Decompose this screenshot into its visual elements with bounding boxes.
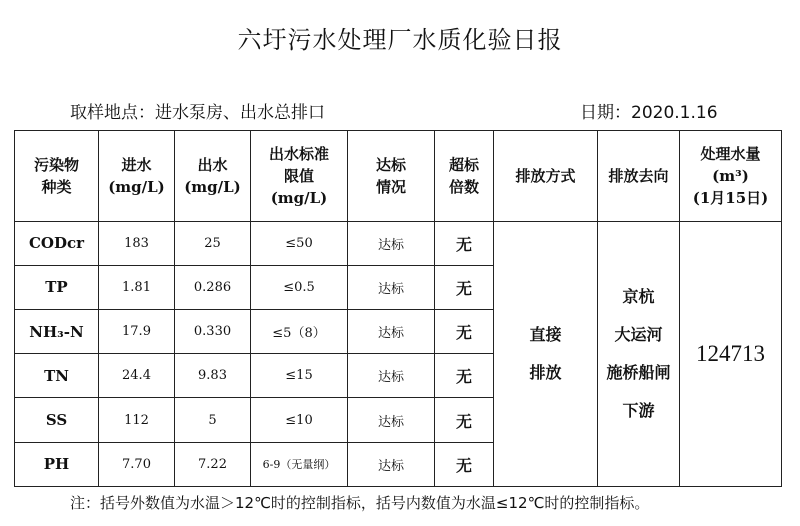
limit-value: ≤50 (251, 221, 348, 265)
header-discharge-method: 排放方式 (494, 131, 598, 222)
header-outflow: 出水 (mg/L) (175, 131, 251, 222)
limit-value: ≤15 (251, 354, 348, 398)
sampling-location: 取样地点：进水泵房、出水总排口 (70, 103, 325, 123)
status-value: 达标 (348, 354, 435, 398)
pollutant-name: CODcr (15, 221, 99, 265)
inflow-value: 1.81 (99, 265, 175, 309)
status-value: 达标 (348, 442, 435, 486)
header-limit: 出水标准 限值 (mg/L) (251, 131, 348, 222)
pollutant-name: SS (15, 398, 99, 442)
outflow-value: 5 (175, 398, 251, 442)
pollutant-name: TP (15, 265, 99, 309)
status-value: 达标 (348, 398, 435, 442)
inflow-value: 7.70 (99, 442, 175, 486)
report-title: 六圩污水处理厂水质化验日报 (237, 26, 563, 54)
inflow-value: 183 (99, 221, 175, 265)
header-status: 达标 情况 (348, 131, 435, 222)
pollutant-name: PH (15, 442, 99, 486)
multiple-value: 无 (435, 265, 494, 309)
header-inflow: 进水 (mg/L) (99, 131, 175, 222)
multiple-value: 无 (435, 221, 494, 265)
outflow-value: 0.330 (175, 309, 251, 353)
header-multiple: 超标 倍数 (435, 131, 494, 222)
limit-value: ≤5（8） (251, 309, 348, 353)
table-row (15, 221, 782, 265)
pollutant-name: NH₃-N (15, 309, 99, 353)
header-pollutant: 污染物 种类 (15, 131, 99, 222)
status-value: 达标 (348, 221, 435, 265)
report-date: 日期：2020.1.16 (580, 103, 718, 123)
header-discharge-destination: 排放去向 (598, 131, 680, 222)
outflow-value: 9.83 (175, 354, 251, 398)
outflow-value: 25 (175, 221, 251, 265)
inflow-value: 24.4 (99, 354, 175, 398)
footnote: 注：括号外数值为水温＞12℃时的控制指标，括号内数值为水温≤12℃时的控制指标。 (70, 494, 650, 512)
table-header-row (15, 131, 782, 222)
status-value: 达标 (348, 265, 435, 309)
outflow-value: 0.286 (175, 265, 251, 309)
multiple-value: 无 (435, 398, 494, 442)
discharge-method-cell: 直接 排放 (494, 221, 598, 487)
limit-value: ≤10 (251, 398, 348, 442)
limit-value: ≤0.5 (251, 265, 348, 309)
water-quality-table (14, 130, 782, 487)
status-value: 达标 (348, 309, 435, 353)
pollutant-name: TN (15, 354, 99, 398)
limit-value: 6-9（无量纲） (251, 442, 348, 486)
treated-volume-value: 124713 (680, 221, 782, 487)
discharge-destination-cell: 京杭 大运河 施桥船闸 下游 (598, 221, 680, 487)
multiple-value: 无 (435, 442, 494, 486)
multiple-value: 无 (435, 354, 494, 398)
outflow-value: 7.22 (175, 442, 251, 486)
header-volume: 处理水量 (m³) (1月15日) (680, 131, 782, 222)
inflow-value: 17.9 (99, 309, 175, 353)
multiple-value: 无 (435, 309, 494, 353)
inflow-value: 112 (99, 398, 175, 442)
